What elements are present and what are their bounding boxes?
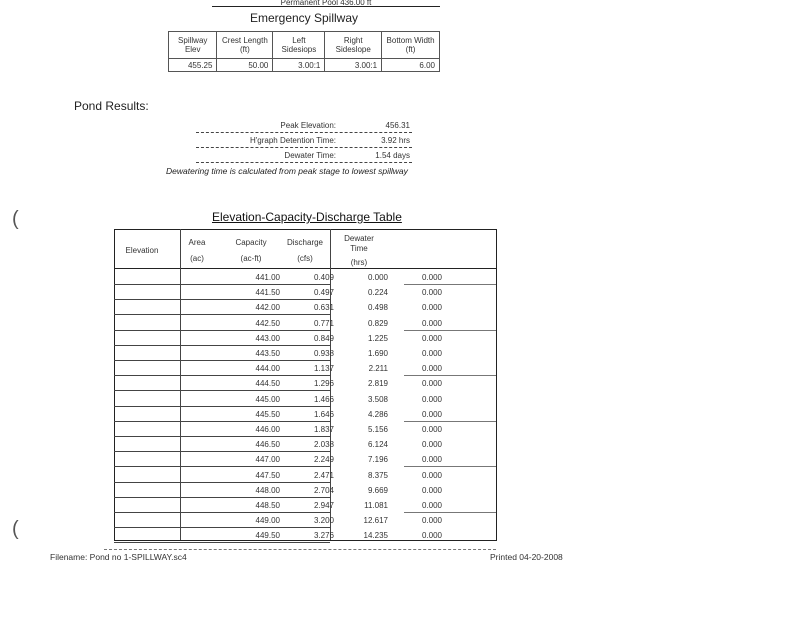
cell-elevation: 441.50	[255, 288, 280, 298]
spillway-value: 3.00:1	[325, 59, 382, 72]
header-dewater: Dewater Time	[344, 234, 374, 253]
cell-area: 2.471	[313, 470, 334, 480]
cell-area: 2.249	[313, 455, 334, 465]
cell-discharge: 0.000	[421, 531, 442, 541]
pond-result-label: Dewater Time:	[284, 151, 336, 160]
cell-discharge: 0.000	[421, 470, 442, 480]
cell-elevation: 442.50	[255, 318, 280, 328]
cell-elevation: 449.50	[255, 531, 280, 541]
cell-area: 2.038	[313, 440, 334, 450]
cell-capacity: 0.224	[367, 288, 388, 298]
cell-discharge: 0.000	[421, 516, 442, 526]
cell-capacity: 14.235	[363, 531, 388, 541]
header-capacity: Capacity	[235, 238, 267, 247]
spillway-header: Crest Length (ft)	[217, 32, 273, 59]
cell-discharge: 0.000	[421, 318, 442, 328]
table-row	[114, 437, 496, 452]
cell-elevation: 446.00	[255, 425, 280, 434]
spillway-header: Left Sidesiops	[273, 32, 325, 59]
pond-result-value: 456.31	[385, 121, 410, 130]
spillway-header: Spillway Elev	[169, 32, 217, 59]
cell-elevation: 445.00	[255, 394, 280, 404]
pond-result-row	[196, 148, 412, 163]
cell-capacity: 4.286	[367, 409, 388, 419]
cell-capacity: 1.690	[367, 349, 388, 358]
dewatering-note: Dewatering time is calculated from peak stage to lowest spillway	[166, 166, 408, 176]
cell-discharge: 0.000	[421, 394, 442, 404]
cell-elevation: 442.00	[255, 303, 280, 313]
row-rule	[114, 542, 330, 543]
cell-area: 1.837	[313, 425, 334, 434]
cell-elevation: 441.00	[255, 273, 280, 282]
spillway-value: 50.00	[217, 59, 273, 72]
pond-result-label: H'graph Detention Time:	[249, 136, 336, 145]
cell-capacity: 2.211	[368, 364, 388, 374]
pond-result-value: 1.54 days	[375, 151, 410, 160]
cell-discharge: 0.000	[421, 501, 442, 510]
cell-discharge: 0.000	[421, 379, 442, 389]
cell-elevation: 443.00	[255, 333, 280, 343]
header-area: Area	[188, 238, 206, 247]
table-row	[114, 407, 496, 422]
ecd-table-title: Elevation-Capacity-Discharge Table	[212, 210, 402, 224]
cell-capacity: 6.124	[367, 440, 388, 450]
header-discharge: Discharge	[286, 238, 323, 247]
cell-discharge: 0.000	[421, 364, 442, 374]
cell-discharge: 0.000	[421, 425, 442, 434]
cell-area: 2.704	[313, 485, 334, 495]
table-row	[114, 331, 496, 346]
header-capacity-unit: (ac-ft)	[240, 254, 262, 263]
cell-elevation: 443.50	[255, 349, 280, 358]
table-row	[114, 483, 496, 498]
table-row	[114, 285, 496, 300]
table-row	[114, 452, 496, 467]
cell-elevation: 445.50	[255, 409, 280, 419]
footer-filename: Filename: Pond no 1-SPILLWAY.sc4	[50, 552, 187, 562]
cell-discharge: 0.000	[421, 485, 442, 495]
cell-area: 1.466	[313, 394, 334, 404]
cell-capacity: 0.829	[367, 318, 388, 328]
pond-result-value: 3.92 hrs	[381, 136, 410, 145]
spillway-value: 6.00	[382, 59, 440, 72]
cell-capacity: 12.617	[363, 516, 388, 526]
cell-capacity: 0.000	[367, 273, 388, 282]
table-row	[114, 498, 496, 513]
table-row	[114, 392, 496, 407]
cell-capacity: 5.156	[367, 425, 388, 434]
table-row	[114, 422, 496, 437]
cell-capacity: 3.508	[367, 394, 388, 404]
header-discharge-unit: (cfs)	[297, 254, 313, 263]
table-row	[114, 316, 496, 331]
cell-elevation: 448.00	[255, 485, 280, 495]
table-row	[114, 361, 496, 376]
spillway-header: Bottom Width (ft)	[382, 32, 440, 59]
cell-capacity: 0.498	[367, 303, 388, 313]
scan-mark: (	[12, 518, 19, 540]
table-row	[114, 528, 496, 543]
spillway-header: Right Sideslope	[325, 32, 382, 59]
pond-result-row	[196, 133, 412, 148]
header-elevation: Elevation	[125, 246, 159, 255]
cell-capacity: 8.375	[367, 470, 388, 480]
cell-elevation: 449.00	[255, 516, 280, 526]
cell-capacity: 1.225	[367, 333, 388, 343]
header-area-unit: (ac)	[190, 254, 204, 263]
cell-capacity: 7.196	[367, 455, 388, 465]
cell-area: 2.947	[313, 501, 334, 510]
cell-area: 3.200	[313, 516, 334, 526]
cell-elevation: 448.50	[255, 501, 280, 510]
cell-discharge: 0.000	[421, 349, 442, 358]
footer-rule	[104, 549, 496, 550]
cell-capacity: 9.669	[367, 485, 388, 495]
cell-elevation: 444.50	[255, 379, 280, 389]
spillway-table	[168, 31, 440, 72]
footer-printed-date: Printed 04-20-2008	[490, 552, 563, 562]
cell-discharge: 0.000	[421, 409, 442, 419]
cell-discharge: 0.000	[421, 288, 442, 298]
cell-area: 0.771	[313, 318, 334, 328]
table-row	[114, 513, 496, 528]
cell-area: 0.631	[313, 303, 334, 313]
cell-area: 0.409	[313, 273, 334, 282]
table-row	[114, 468, 496, 483]
cell-area: 1.137	[313, 364, 334, 374]
cell-area: 3.276	[313, 531, 334, 541]
cell-area: 0.938	[313, 349, 334, 358]
cell-capacity: 2.819	[367, 379, 388, 389]
top-fragment: Permanent Pool 436.00 ft	[212, 0, 440, 7]
cell-discharge: 0.000	[421, 440, 442, 450]
cell-elevation: 447.50	[255, 470, 280, 480]
header-dewater-unit: (hrs)	[350, 258, 368, 267]
ecd-header-separator	[114, 268, 496, 269]
cell-elevation: 446.50	[255, 440, 280, 450]
pond-result-label: Peak Elevation:	[280, 121, 336, 130]
cell-elevation: 447.00	[255, 455, 280, 465]
cell-discharge: 0.000	[421, 333, 442, 343]
pond-result-row	[196, 118, 412, 133]
table-row	[114, 376, 496, 391]
cell-discharge: 0.000	[421, 273, 442, 282]
cell-elevation: 444.00	[255, 364, 280, 374]
table-row	[114, 300, 496, 315]
table-row	[114, 270, 496, 285]
cell-area: 1.296	[313, 379, 334, 389]
spillway-value: 3.00:1	[273, 59, 325, 72]
cell-discharge: 0.000	[421, 303, 442, 313]
scan-mark: (	[12, 208, 19, 230]
spillway-value: 455.25	[169, 59, 217, 72]
pond-results-title: Pond Results:	[74, 99, 149, 113]
table-row	[114, 346, 496, 361]
cell-area: 0.849	[313, 333, 334, 343]
cell-capacity: 11.081	[364, 501, 388, 510]
cell-discharge: 0.000	[421, 455, 442, 465]
cell-area: 1.646	[313, 409, 334, 419]
cell-area: 0.497	[313, 288, 334, 298]
spillway-title: Emergency Spillway	[249, 11, 359, 25]
